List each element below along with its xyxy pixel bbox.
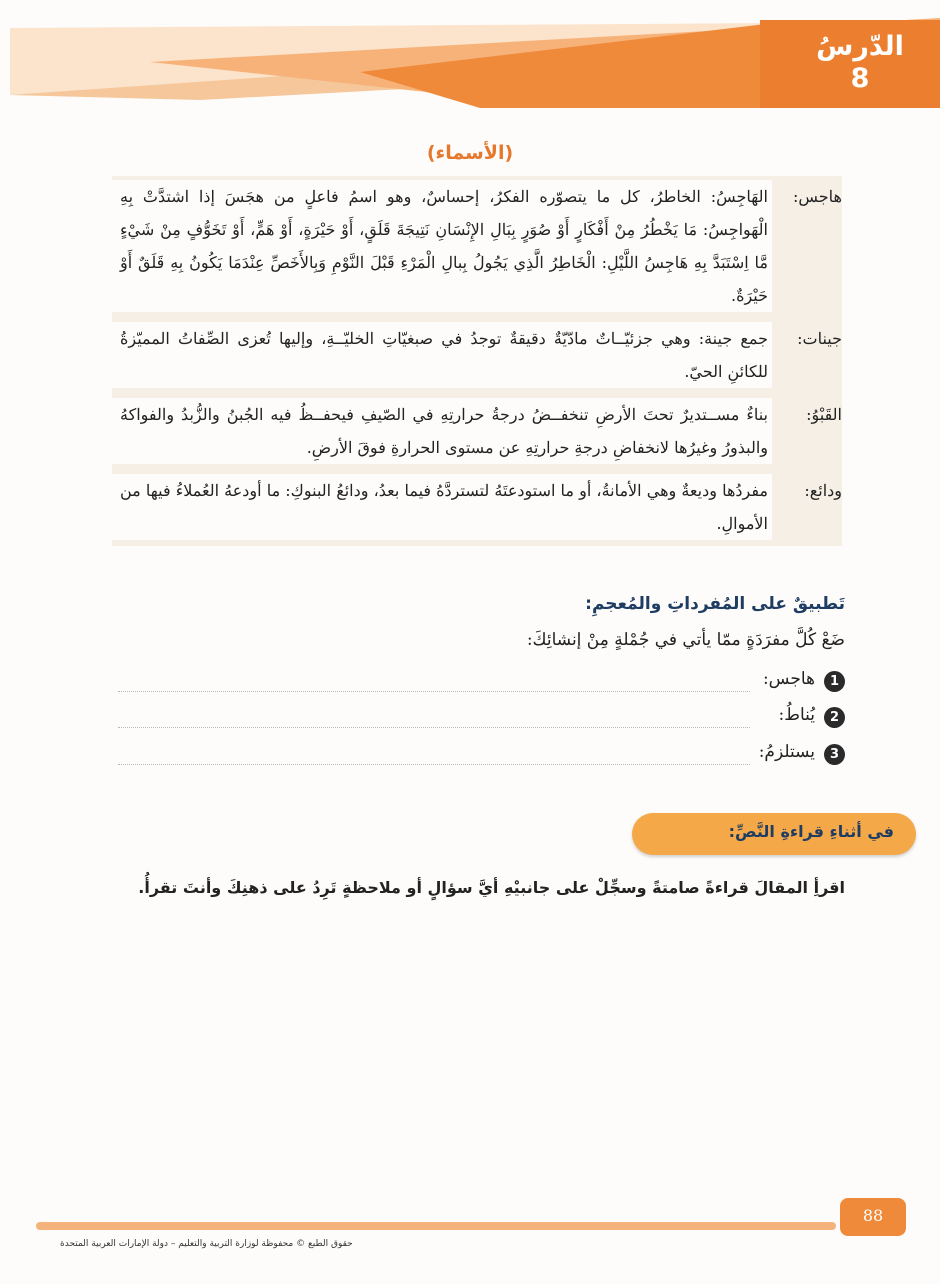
footer-divider: [36, 1222, 836, 1230]
reading-instruction: اقرأِ المقالَ قراءةً صامتةً وسجِّلْ على جانبيْهِ أيَّ سؤالٍ أو ملاحظةٍ تَرِدُ على ذهنِكَ وأنتَ تقرأُ.: [138, 878, 845, 897]
glossary-term: هاجس:: [793, 187, 842, 206]
reading-label-pill: [632, 813, 916, 855]
glossary-entry: [112, 470, 842, 546]
copyright-notice: حقوق الطبع © محفوظة لوزارة التربية والتعليم – دولة الإمارات العربية المتحدة: [60, 1239, 353, 1249]
glossary-definition: بناءٌ مســتديرٌ تحتَ الأرضِ تنخفــضُ درجةُ حرارتِهِ في الصّيفِ فيحفــظُ فيه الجُبنُ والزُّبدُ والفواكهُ والبذورُ وغيرُها لانخفاضِ درجةِ حرارتِهِ عن مستوى الحرارةِ فوقَ الأرضِ.: [112, 398, 772, 464]
page-number: 88: [862, 1206, 884, 1225]
exercise-word: هاجس:: [762, 669, 815, 689]
glossary-term: جينات:: [797, 329, 842, 348]
exercise-item: [118, 740, 845, 770]
page-number-tab: [840, 1198, 906, 1236]
lesson-badge: [810, 30, 910, 94]
glossary-entry: [112, 394, 842, 470]
glossary-entry: [112, 318, 842, 394]
reading-label: في أثناءِ قراءةِ النَّصِّ:: [728, 822, 894, 841]
lesson-number: 8: [850, 63, 870, 94]
header-banner: [0, 0, 940, 120]
application-heading: تَطبيقٌ على المُفرداتِ والمُعجمِ:: [585, 594, 845, 614]
exercise-word: يستلزمُ:: [758, 742, 815, 762]
lesson-word: الدّرسُ: [816, 31, 904, 62]
glossary-box: [112, 176, 842, 546]
glossary-entry: [112, 176, 842, 318]
answer-line[interactable]: [118, 691, 750, 692]
item-number-badge: 2: [824, 707, 845, 728]
answer-line[interactable]: [118, 764, 750, 765]
item-number-badge: 1: [824, 671, 845, 692]
glossary-definition: جمع جينة: وهي جزئيّــاتٌ مادّيّةٌ دقيقةٌ توجدُ في صبغيّاتِ الخليّــةِ، وإليها تُعزى الصِّفاتُ المميّزةُ للكائنِ الحيّ.: [112, 322, 772, 388]
answer-line[interactable]: [118, 727, 750, 728]
glossary-definition: مفردُها وديعةٌ وهي الأمانةُ، أو ما استودعتَهُ لتستردَّهُ فيما بعدُ، ودائعُ البنوكِ: ما أودعهُ العُملاءُ فيها من الأموالِ.: [112, 474, 772, 540]
glossary-term: القَبْوُ:: [806, 405, 842, 424]
application-instruction: ضَعْ كُلَّ مفرَدَةٍ ممّا يأتي في جُمْلةٍ مِنْ إنشائِكَ:: [526, 630, 845, 650]
glossary-term: ودائع:: [804, 481, 842, 500]
glossary-definition: الهَاجِسُ: الخاطرُ، كل ما يتصوّره الفكرُ، إحساسٌ، وهو اسمُ فاعلٍ من هجَسَ إذا اشتدَّتْ بِهِ الْهَواجِسُ: مَا يَخْطُرُ مِنْ أَفْكَارٍ أَوْ صُوَرٍ بِبَالِ الإِنْسَانِ نَتِيجَةَ قَلَقٍ، أَوْ حَيْرَةٍ، أَوْ هَمٍّ، أَوْ تَخَوُّفٍ مِنْ شَيْءٍ مَّا اِسْتَبَدَّ بِهِ هَاجِسُ اللَّيْلِ: الْخَاطِرُ الَّذِي يَجُولُ بِبالِ الْمَرْءِ قَبْلَ النَّوْمِ وَبِالأَخَصِّ عِنْدَمَا يَكُونُ بِهِ قَلَقٌ أَوْ حَيْرَةٌ.: [112, 180, 772, 312]
exercise-item: [118, 667, 845, 697]
exercise-word: يُناطُ:: [778, 705, 815, 725]
exercise-item: [118, 703, 845, 733]
glossary-title: (الأسماء): [426, 142, 514, 164]
item-number-badge: 3: [824, 744, 845, 765]
